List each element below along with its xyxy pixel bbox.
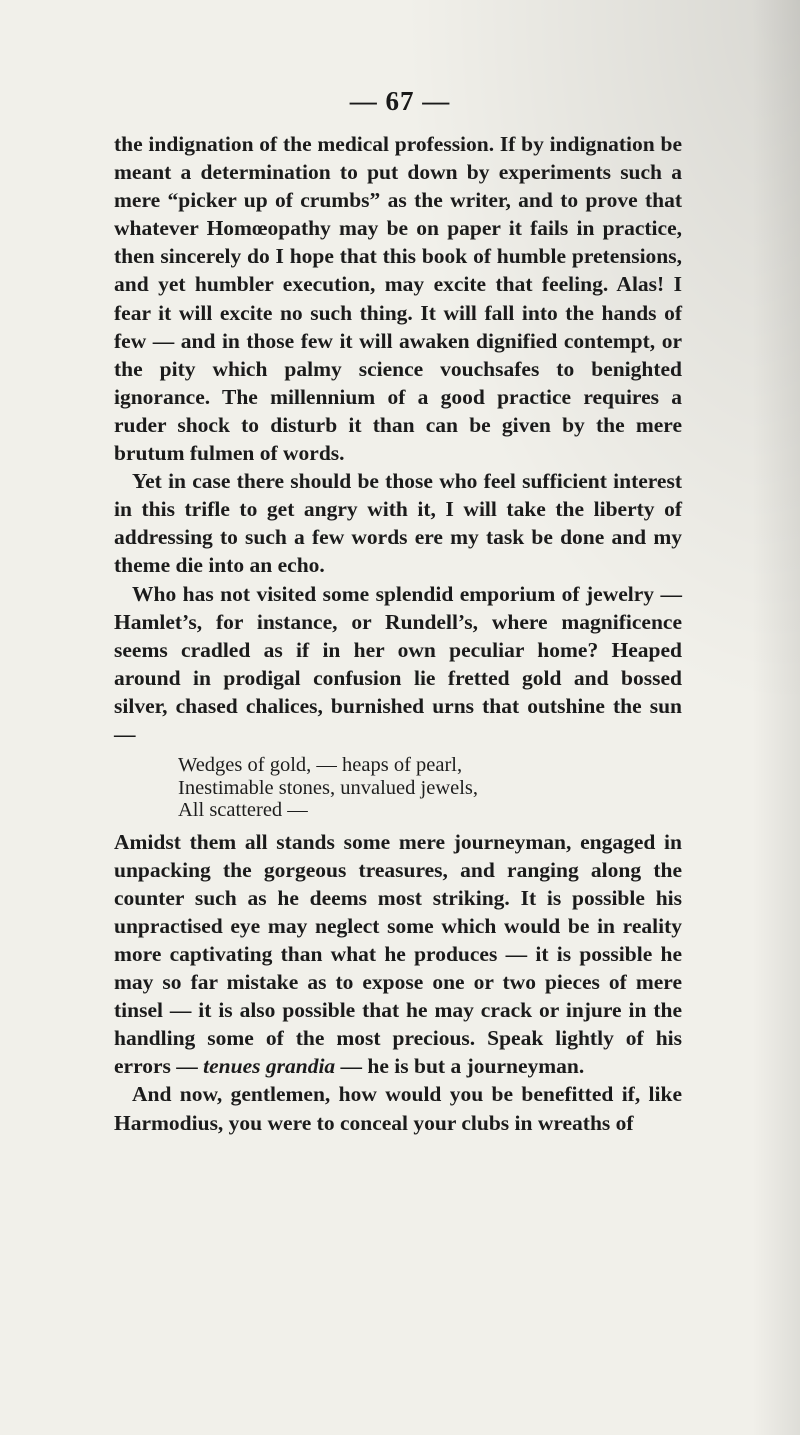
paragraph-journeyman xyxy=(114,828,682,1081)
verse-line: All scattered — xyxy=(178,799,308,822)
paragraph-liberty: Yet in case there should be those who feel sufficient interest in this trifle to get angry with it, I will take the liberty of addressing to such a few words ere my task be done and my theme die into an echo. xyxy=(114,469,682,578)
verse-quotation xyxy=(114,748,682,828)
paragraph-harmodius: And now, gentlemen, how would you be benefitted if, like Harmodius, you were to conceal your clubs in wreaths of xyxy=(114,1082,682,1135)
latin-phrase: tenues grandia xyxy=(203,1054,336,1079)
journeyman-text: Amidst them all stands some mere journeyman, engaged in unpacking the gorgeous treasures, and ranging along the counter such as he deems most striking. It is possible his unpractised eye may neglect some which would be in reality more captivating than what he produces — it is possible he may so far mistake as to expose one or two pieces of mere tinsel — it is also possible that he may crack or injure in the handling some of the most precious. Speak lightly of his errors — xyxy=(114,829,682,1079)
paragraph-emporium: Who has not visited some splendid emporium of jewelry — Hamlet’s, for instance, or Rundell’s, where magnificence seems cradled as if in her own peculiar home? Heaped around in prodigal confusion lie fretted gold and bossed silver, chased chalices, burnished urns that outshine the sun — xyxy=(114,581,682,746)
journeyman-text-end: — he is but a journeyman. xyxy=(335,1054,585,1079)
page-number: — 67 — xyxy=(349,86,451,116)
body-text xyxy=(114,130,682,1137)
verse-line: Inestimable stones, unvalued jewels, xyxy=(178,776,479,799)
paragraph-indignation: the indignation of the medical profession. If by indignation be meant a determination to put down by experiments such a mere “picker up of crumbs” as the writer, and to prove that whatever Homœopathy may be on paper it fails in practice, then sincerely do I hope that this book of humble pretensions, and yet humbler execution, may excite that feeling. Alas! I fear it will excite no such thing. It will fall into the hands of few — and in those few it will awaken dignified contempt, or the pity which palmy science vouchsafes to benighted ignorance. The millennium of a good practice requires a ruder shock to disturb it than can be given by the mere brutum fulmen of words. xyxy=(114,132,682,466)
verse-line: Wedges of gold, — heaps of pearl, xyxy=(178,754,463,777)
